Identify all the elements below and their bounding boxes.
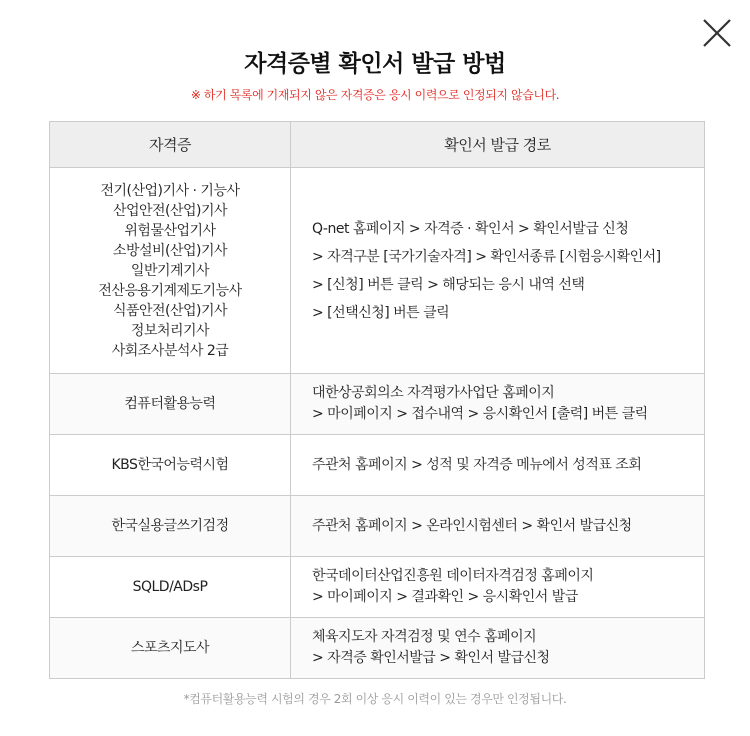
- certificate-name: 산업안전(산업)기사: [112, 202, 228, 219]
- route-step: > [선택신청] 버튼 클릭: [312, 304, 450, 321]
- certificate-name-cell: [50, 168, 291, 374]
- table-row: [50, 374, 705, 435]
- footnote-text: *컴퓨터활용능력 시험의 경우 2회 이상 응시 이력이 있는 경우만 인정됩니다.: [183, 692, 567, 706]
- certificate-name-cell: [50, 374, 291, 435]
- certificate-name: 컴퓨터활용능력: [124, 396, 216, 412]
- certificate-table: [49, 121, 705, 679]
- route-step: 체육지도자 자격검정 및 연수 홈페이지: [312, 629, 537, 645]
- close-x-icon: [703, 19, 731, 47]
- issue-route-cell: [291, 168, 705, 374]
- column-header-certificate: 자격증: [50, 122, 291, 168]
- certificate-name: 일반기계기사: [130, 262, 210, 279]
- issue-route-cell: [291, 496, 705, 557]
- certificate-name: 소방설비(산업)기사: [112, 242, 228, 259]
- table-header-row: [50, 122, 705, 168]
- route-step: > [신청] 버튼 클릭 > 해당되는 응시 내역 선택: [312, 276, 585, 293]
- table-row: [50, 557, 705, 618]
- route-step: > 자격증 확인서발급 > 확인서 발급신청: [312, 650, 550, 666]
- certificate-name-cell: [50, 496, 291, 557]
- table-row: [50, 435, 705, 496]
- issue-route-cell: [291, 435, 705, 496]
- certificate-name: 한국실용글쓰기검정: [111, 518, 229, 534]
- route-step: 주관처 홈페이지 > 성적 및 자격증 메뉴에서 성적표 조회: [312, 456, 642, 473]
- certificate-name-cell: [50, 618, 291, 679]
- column-header-issue-route: 확인서 발급 경로: [291, 122, 705, 168]
- route-step: > 자격구분 [국가기술자격] > 확인서종류 [시험응시확인서]: [312, 248, 661, 265]
- certificate-name: 전기(산업)기사 · 기능사: [100, 182, 240, 199]
- issue-route-cell: [291, 374, 705, 435]
- issue-route-cell: [291, 618, 705, 679]
- issue-route-cell: [291, 557, 705, 618]
- certificate-name-cell: [50, 435, 291, 496]
- certificate-name: 정보처리기사: [130, 322, 210, 339]
- dialog-title: 자격증별 확인서 발급 방법: [244, 51, 506, 77]
- table-row: [50, 618, 705, 679]
- certificate-name: SQLD/ADsP: [132, 579, 208, 595]
- route-step: Q-net 홈페이지 > 자격증 · 확인서 > 확인서발급 신청: [312, 220, 629, 237]
- route-step: > 마이페이지 > 접수내역 > 응시확인서 [출력] 버튼 클릭: [312, 406, 648, 422]
- certificate-name: 전산응용기계제도기능사: [98, 282, 242, 299]
- notice-text: ※ 하기 목록에 기재되지 않은 자격증은 응시 이력으로 인정되지 않습니다.: [190, 88, 560, 102]
- route-step: > 마이페이지 > 결과확인 > 응시확인서 발급: [312, 589, 578, 605]
- route-step: 한국데이터산업진흥원 데이터자격검정 홈페이지: [312, 568, 594, 584]
- certificate-name-cell: [50, 557, 291, 618]
- certificate-name: 식품안전(산업)기사: [112, 302, 228, 319]
- table-row: [50, 168, 705, 374]
- certificate-name: KBS한국어능력시험: [111, 457, 229, 473]
- route-step: 주관처 홈페이지 > 온라인시험센터 > 확인서 발급신청: [312, 517, 632, 534]
- certificate-name: 사회조사분석사 2급: [111, 342, 229, 359]
- route-step: 대한상공회의소 자격평가사업단 홈페이지: [312, 385, 555, 401]
- table-row: [50, 496, 705, 557]
- certificate-name: 위험물산업기사: [124, 222, 216, 239]
- certificate-name: 스포츠지도사: [130, 640, 210, 656]
- close-button[interactable]: [703, 19, 731, 47]
